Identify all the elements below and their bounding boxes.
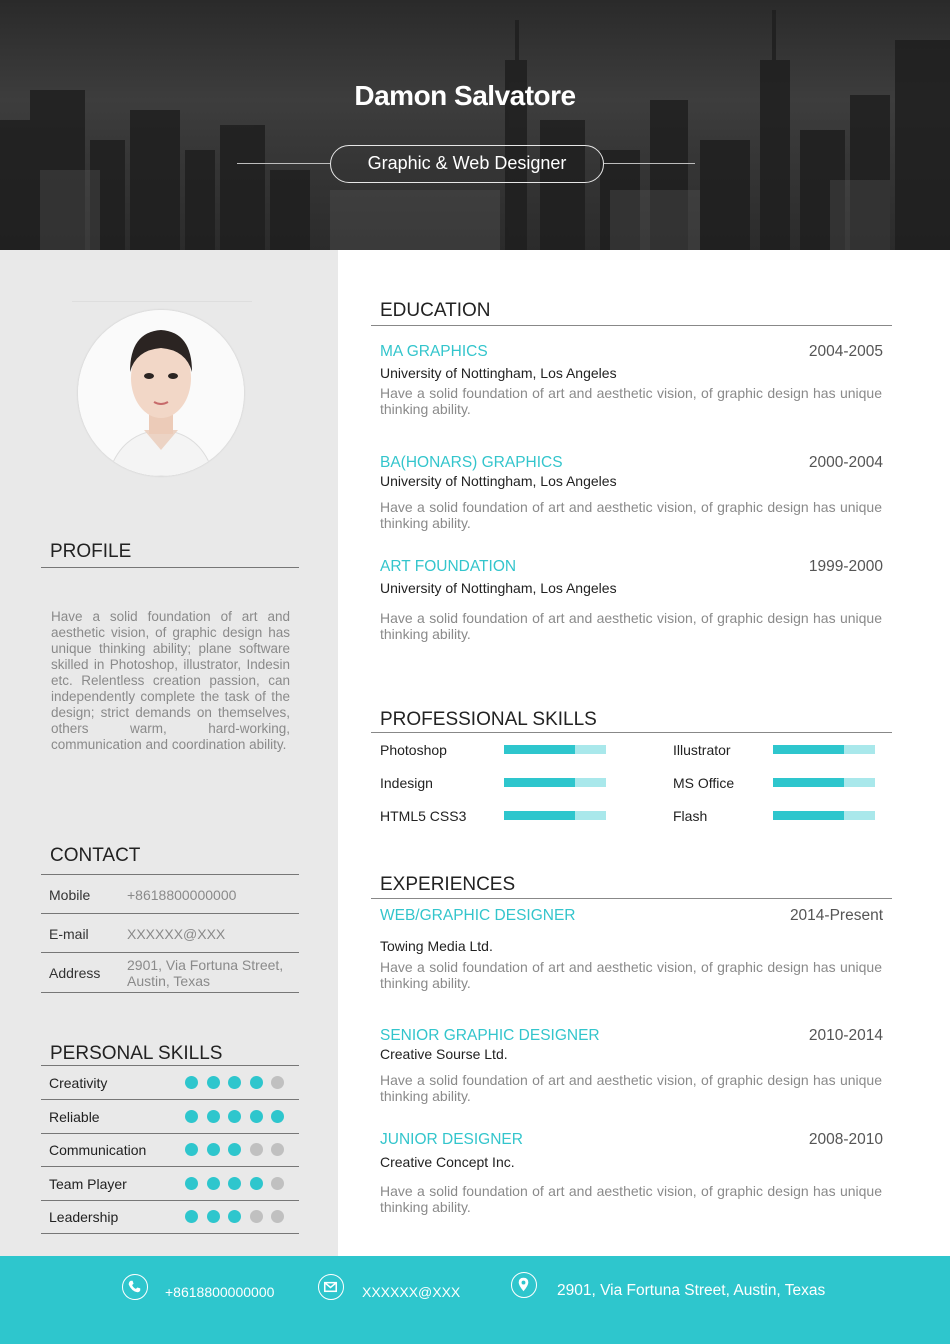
skill-rating (185, 1143, 293, 1161)
personal-skill-row (40, 1133, 299, 1166)
skill-rating (185, 1210, 293, 1228)
rating-dot-filled (228, 1210, 241, 1223)
rating-dot-empty (271, 1143, 284, 1156)
contact-label: E-mail (49, 926, 89, 942)
job-title-pill: Graphic & Web Designer (330, 145, 604, 183)
contact-label: Address (49, 965, 101, 981)
title-divider-right (604, 163, 695, 164)
experiences-divider (371, 898, 892, 899)
footer-address: 2901, Via Fortuna Street, Austin, Texas (557, 1282, 826, 1299)
education-date: 1999-2000 (808, 558, 883, 575)
experience-description: Have a solid foundation of art and aesthetic vision, of graphic design has unique thinking ability. (380, 1072, 882, 1104)
experience-date: 2010-2014 (808, 1027, 883, 1044)
experience-title: SENIOR GRAPHIC DESIGNER (380, 1027, 600, 1044)
experience-title: WEB/GRAPHIC DESIGNER (380, 907, 576, 924)
education-description: Have a solid foundation of art and aesthetic vision, of graphic design has unique thinking ability. (380, 610, 882, 642)
education-date: 2000-2004 (808, 454, 883, 471)
experience-description: Have a solid foundation of art and aesthetic vision, of graphic design has unique thinking ability. (380, 1183, 882, 1215)
education-description: Have a solid foundation of art and aesthetic vision, of graphic design has unique thinking ability. (380, 385, 882, 417)
footer-phone: +8618800000000 (165, 1284, 275, 1300)
rating-dot-filled (271, 1110, 284, 1123)
personal-skill-label: Reliable (49, 1108, 100, 1125)
skill-progress-fill (504, 778, 575, 787)
skill-progress-fill (773, 745, 844, 754)
skill-progress-bar (504, 811, 606, 820)
personal-skill-label: Communication (49, 1142, 147, 1158)
professional-skill-label: Indesign (380, 775, 433, 791)
education-school: University of Nottingham, Los Angeles (380, 365, 617, 381)
skill-progress-bar (773, 811, 875, 820)
skill-progress-fill (773, 811, 844, 820)
experience-company: Towing Media Ltd. (380, 938, 493, 954)
personal-skills-heading: PERSONAL SKILLS (50, 1043, 223, 1064)
rating-dot-filled (250, 1110, 263, 1123)
contact-heading: CONTACT (50, 845, 141, 866)
rating-dot-filled (250, 1177, 263, 1190)
skill-progress-bar (504, 745, 606, 754)
personal-skill-row (40, 1200, 299, 1233)
rating-dot-empty (271, 1076, 284, 1089)
experiences-heading: EXPERIENCES (380, 874, 516, 895)
phone-icon (122, 1274, 148, 1300)
experience-title: JUNIOR DESIGNER (380, 1131, 523, 1148)
contact-footer (0, 1256, 950, 1344)
personal-skill-label: Creativity (49, 1075, 108, 1091)
rating-dot-filled (207, 1076, 220, 1089)
profile-divider (41, 567, 299, 568)
professional-skills-divider (371, 732, 892, 733)
education-divider (371, 325, 892, 326)
contact-value: 2901, Via Fortuna Street, Austin, Texas (127, 957, 284, 989)
personal-skill-label: Team Player (49, 1175, 127, 1192)
education-school: University of Nottingham, Los Angeles (380, 473, 617, 489)
footer-email: XXXXXX@XXX (362, 1284, 461, 1300)
title-divider-left (237, 163, 330, 164)
contact-value: +8618800000000 (127, 887, 237, 903)
professional-skill-label: Flash (673, 808, 708, 824)
experience-description: Have a solid foundation of art and aesthetic vision, of graphic design has unique thinking ability. (380, 959, 882, 991)
mail-icon (318, 1274, 344, 1300)
professional-skill-label: MS Office (673, 775, 735, 791)
personal-skill-row (40, 1100, 299, 1133)
experience-date: 2008-2010 (808, 1131, 883, 1148)
skill-progress-fill (504, 745, 575, 754)
rating-dot-filled (228, 1076, 241, 1089)
rating-dot-filled (207, 1143, 220, 1156)
rating-dot-filled (207, 1210, 220, 1223)
portrait-image (78, 310, 244, 476)
rating-dot-filled (228, 1177, 241, 1190)
profile-summary: Have a solid foundation of art and aesthetic vision, of graphic design has unique thinking ability; plane software skilled in Photoshop, illustrator, Indesin etc. Relentless creation passion, can independently complete the task of the design; strict demands on themselves, others warm, hard-working, communication and coordination ability. (51, 609, 290, 752)
experience-date: 2014-Present (789, 907, 883, 924)
education-date: 2004-2005 (808, 343, 883, 360)
rating-dot-filled (185, 1210, 198, 1223)
education-school: University of Nottingham, Los Angeles (380, 580, 617, 596)
rating-dot-empty (271, 1177, 284, 1190)
skill-rating (185, 1110, 293, 1128)
city-skyline-background (0, 0, 950, 250)
experience-company: Creative Sourse Ltd. (380, 1046, 508, 1062)
candidate-name: Damon Salvatore (354, 80, 576, 111)
photo-divider (72, 301, 252, 302)
rating-dot-filled (207, 1110, 220, 1123)
skill-progress-fill (773, 778, 844, 787)
professional-skill-label: Photoshop (380, 742, 447, 758)
skill-progress-fill (504, 811, 575, 820)
contact-row-email (40, 914, 299, 953)
education-description: Have a solid foundation of art and aesthetic vision, of graphic design has unique thinking ability. (380, 499, 882, 531)
skill-rating (185, 1177, 293, 1195)
experience-company: Creative Concept Inc. (380, 1154, 515, 1170)
resume-header (0, 0, 950, 250)
skill-progress-bar (773, 778, 875, 787)
contact-row-address (40, 953, 299, 993)
skill-progress-bar (773, 745, 875, 754)
rating-dot-filled (185, 1177, 198, 1190)
professional-skill-label: Illustrator (673, 742, 731, 758)
education-heading: EDUCATION (380, 300, 491, 321)
rating-dot-filled (185, 1143, 198, 1156)
contact-label: Mobile (49, 887, 91, 903)
rating-dot-filled (185, 1076, 198, 1089)
contact-value: XXXXXX@XXX (127, 926, 226, 942)
profile-heading: PROFILE (50, 541, 132, 562)
professional-skill-label: HTML5 CSS3 (380, 808, 467, 824)
personal-skill-row (40, 1167, 299, 1200)
rating-dot-filled (228, 1110, 241, 1123)
education-title: MA GRAPHICS (380, 343, 488, 360)
personal-skill-row (40, 1066, 299, 1099)
professional-skills-heading: PROFESSIONAL SKILLS (380, 709, 597, 730)
rating-dot-empty (250, 1143, 263, 1156)
contact-divider-bottom (41, 992, 299, 993)
skill-progress-bar (504, 778, 606, 787)
skill-rating (185, 1076, 293, 1094)
location-pin-icon (511, 1272, 537, 1298)
rating-dot-empty (250, 1210, 263, 1223)
profile-photo (78, 310, 244, 476)
rating-dot-filled (228, 1143, 241, 1156)
education-title: ART FOUNDATION (380, 558, 517, 575)
rating-dot-filled (250, 1076, 263, 1089)
rating-dot-empty (271, 1210, 284, 1223)
rating-dot-filled (185, 1110, 198, 1123)
rating-dot-filled (207, 1177, 220, 1190)
personal-skill-divider (41, 1233, 299, 1234)
education-title: BA(HONARS) GRAPHICS (380, 454, 563, 471)
personal-skill-label: Leadership (49, 1209, 119, 1225)
contact-row-mobile (40, 875, 299, 914)
